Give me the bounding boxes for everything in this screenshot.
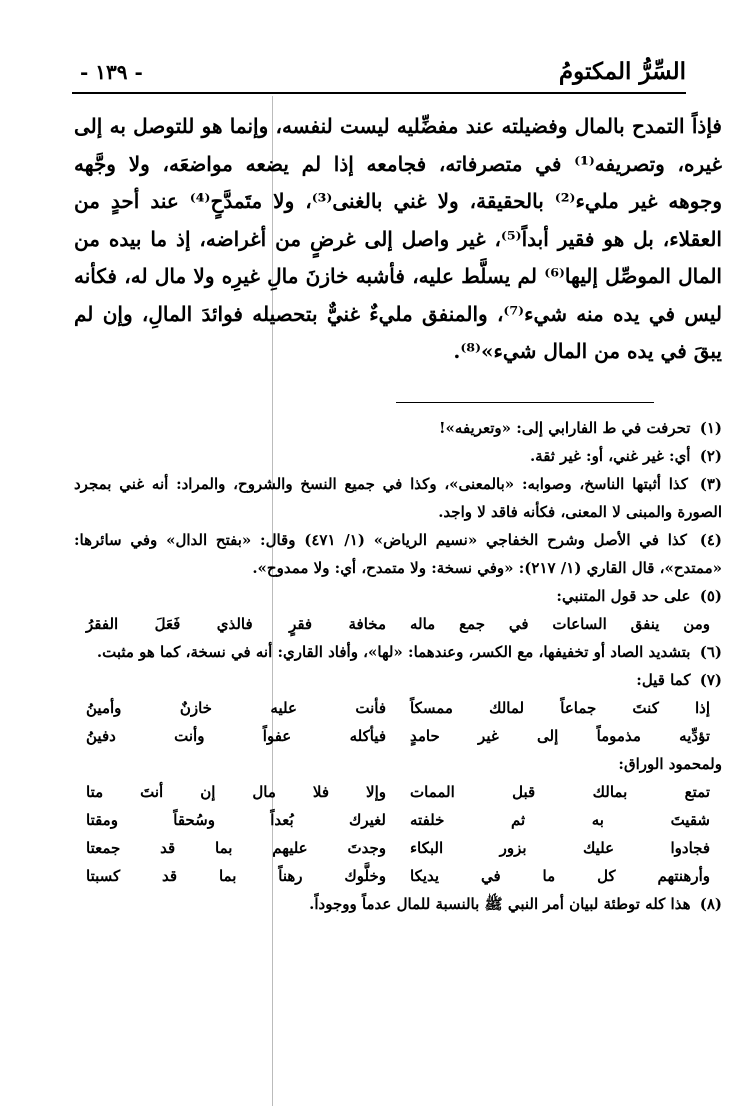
poem-verse	[74, 862, 722, 890]
footnote-number: (١)	[699, 419, 722, 437]
footnote-2	[74, 442, 722, 470]
verse-second-hemistich: فيأكله عفواً وأنت دفينُ	[86, 727, 386, 745]
footnote-text: كما قيل:	[636, 671, 691, 689]
verse-second-hemistich: وإلا فلا مال إن أنتَ متا	[86, 783, 386, 801]
footnote-3	[74, 470, 722, 526]
poem-verse	[74, 610, 722, 638]
verse-second-hemistich: وخلَّوك رهناً بما قد كسبتا	[86, 867, 386, 885]
footnote-1	[74, 414, 722, 442]
poem-verse	[74, 834, 722, 862]
verse-first-hemistich: إذا كنتَ جماعاً لمالك ممسكاً	[410, 699, 710, 717]
footnote-number: (٦)	[699, 643, 722, 661]
page-number: - ١٣٩ -	[80, 60, 143, 84]
verse-first-hemistich: فجادوا عليك بزور البكاء	[410, 839, 710, 857]
footnote-4	[74, 526, 722, 582]
verse-first-hemistich: ومن ينفق الساعات في جمع ماله	[410, 615, 710, 633]
footnote-number: (٨)	[699, 895, 722, 913]
footnote-text: تحرفت في ط الفارابي إلى: «وتعريفه»!	[438, 419, 691, 437]
verse-first-hemistich: شقيتَ به ثم خلفته	[410, 811, 710, 829]
verse-second-hemistich: فأنت عليه خازنٌ وأمينُ	[86, 699, 386, 717]
page-header	[72, 56, 686, 94]
footnote-text: أي: غير غني، أو: غير ثقة.	[529, 447, 691, 465]
verse-first-hemistich: تمتع بمالك قبل الممات	[410, 783, 710, 801]
verse-second-hemistich: مخافة فقرٍ فالذي فَعَلَ الفقرُ	[86, 615, 386, 633]
footnote-text: كذا أثبتها الناسخ، وصوابه: «بالمعنى»، وكذا في جميع النسخ والشروح، والمراد: أنه غني بمجرد الصورة والمبنى لا المعنى، فكأنه فاقد لا واجد.	[74, 475, 722, 521]
footnote-number: (٧)	[699, 671, 722, 689]
footnote-text: كذا في الأصل وشرح الخفاجي «نسيم الرياض» (١/ ٤٧١) وقال: «بفتح الدال» وفي سائرها: «ممتدح»، قال القاري (١/ ٢١٧): «وفي نسخة: ولا متمدح، أي: ولا ممدوح».	[74, 531, 722, 577]
footnote-number: (٥)	[699, 587, 722, 605]
footnote-6	[74, 638, 722, 666]
footnotes	[74, 414, 722, 918]
footnote-text: هذا كله توطئة لبيان أمر النبي ﷺ بالنسبة للمال عدماً ووجوداً.	[309, 895, 691, 913]
footnote-text: بتشديد الصاد أو تخفيفها، مع الكسر، وعندهما: «لها»، وأفاد القاري: أنه في نسخة، كما هو مثبت.	[96, 643, 691, 661]
verse-first-hemistich: تؤدِّيه مذموماً إلى غير حامدٍ	[410, 727, 710, 745]
poem-verse	[74, 806, 722, 834]
verse-first-hemistich: وأرهنتهم كل ما في يديكا	[410, 867, 710, 885]
poem-verse	[74, 722, 722, 750]
footnote-separator	[396, 402, 654, 403]
footnote-number: (٢)	[699, 447, 722, 465]
verse-second-hemistich: لغيرك بُعداً وسُحقاً ومقتا	[86, 811, 386, 829]
footnote-5	[74, 582, 722, 610]
poem-verse	[74, 778, 722, 806]
footnote-text: على حد قول المتنبي:	[556, 587, 691, 605]
footnote-number: (٤)	[699, 531, 722, 549]
main-text: فإذاً التمدح بالمال وفضيلته عند مفضِّليه ليست لنفسه، وإنما هو للتوصل به إلى غيره، وتصريفه⁽¹⁾ في متصرفاته، فجامعه إذا لم يضعه مواضعَه، ولا وجَّهه وجوهه غير مليء⁽²⁾ بالحقيقة، ولا غني بالغنى⁽³⁾، ولا متَمدَّحٍ⁽⁴⁾ عند أحدٍ من العقلاء، بل هو فقير أبداً⁽⁵⁾، غير واصل إلى غرضٍ من أغراضه، إذ ما بيده من المال الموصِّل إليها⁽⁶⁾ لم يسلَّط عليه، فأشبه خازنَ مالِ غيرِه ولا مال له، فكأنه ليس في يده منه شيء⁽⁷⁾، والمنفق مليءٌ غنيٌّ بتحصيله فوائدَ المالِ، وإن لم يبقَ في يده من المال شيء»⁽⁸⁾.	[74, 114, 723, 363]
poem-attribution: ولمحمود الوراق:	[618, 755, 722, 773]
verse-second-hemistich: وجدتَ عليهم بما قد جمعتا	[86, 839, 386, 857]
footnote-7	[74, 666, 722, 694]
poem-verse	[74, 694, 722, 722]
footnote-8	[74, 890, 722, 918]
footnote-number: (٣)	[699, 475, 722, 493]
running-title: السِّرُّ المكتومُ	[558, 58, 686, 85]
